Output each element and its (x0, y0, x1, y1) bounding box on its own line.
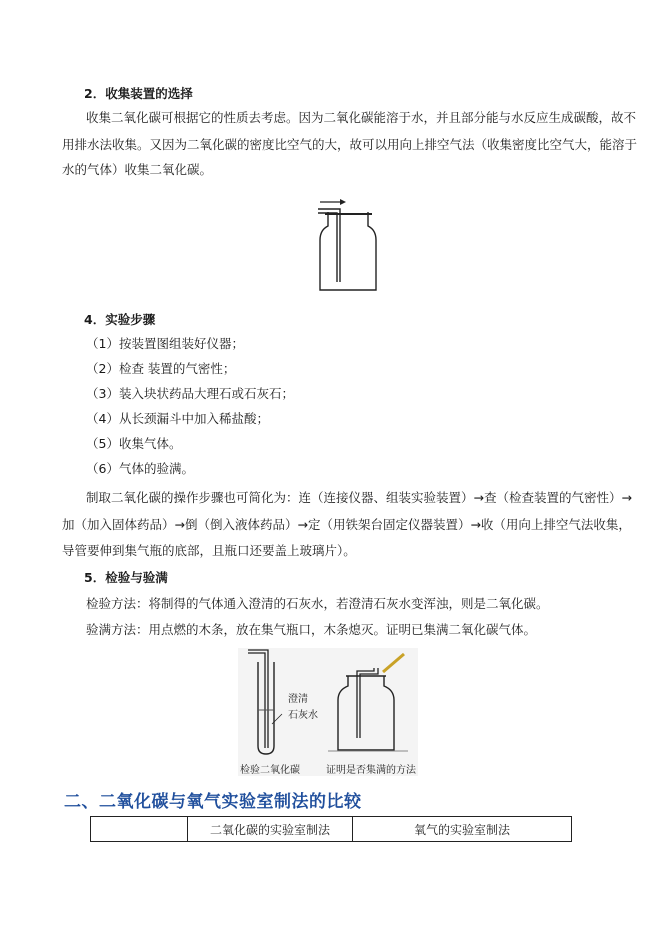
test-method: 检验方法：将制得的气体通入澄清的石灰水，若澄清石灰水变浑浊，则是二氧化碳。 (86, 596, 549, 611)
paragraph-line: 收集二氧化碳可根据它的性质去考虑。因为二氧化碳能溶于水，并且部分能与水反应生成碳酸，故不 (86, 110, 637, 125)
right-delivery-tube (360, 668, 378, 738)
step-item: （2）检查 装置的气密性； (86, 361, 236, 376)
comparison-table (90, 816, 572, 842)
table-header-cell: 氧气的实验室制法 (353, 817, 572, 842)
full-method: 验满方法：用点燃的木条，放在集气瓶口，木条熄灭。证明已集满二氧化碳气体。 (86, 622, 537, 637)
test-tube (258, 662, 274, 754)
figure-caption-test: 检验二氧化碳 (240, 765, 300, 776)
section-heading-collection: 2．收集装置的选择 (84, 86, 193, 101)
table-header-cell (91, 817, 188, 842)
step-item: （1）按装置图组装好仪器； (86, 336, 244, 351)
gas-collection-bottle-figure (310, 194, 390, 294)
figure-caption-full: 证明是否集满的方法 (326, 765, 416, 776)
table-header-row (91, 817, 572, 842)
co2-test-figure (238, 648, 418, 760)
gas-bottle (320, 212, 376, 290)
step-item: （5）收集气体。 (86, 436, 182, 451)
step-item: （3）装入块状药品大理石或石灰石； (86, 386, 294, 401)
flow-arrow-head (340, 199, 346, 205)
table-header-cell: 二氧化碳的实验室制法 (188, 817, 353, 842)
figure-label-limewater: 石灰水 (288, 710, 318, 721)
right-gas-bottle (338, 676, 394, 750)
paragraph-line: 水的气体）收集二氧化碳。 (62, 162, 213, 177)
summary-line: 加（加入固体药品）→倒（倒入液体药品）→定（用铁架台固定仪器装置）→收（用向上排空气法收集， (62, 517, 631, 532)
summary-line: 导管要伸到集气瓶的底部，且瓶口还要盖上玻璃片）。 (62, 543, 356, 558)
section-heading-test: 5．检验与验满 (84, 570, 168, 585)
figure-label-limewater: 澄清 (288, 694, 308, 705)
wood-splint (383, 654, 404, 672)
part-heading-comparison: 二、二氧化碳与氧气实验室制法的比较 (64, 792, 362, 812)
summary-line: 制取二氧化碳的操作步骤也可简化为：连（连接仪器、组装实验装置）→查（检查装置的气密性）→ (86, 490, 632, 505)
step-item: （6）气体的验满。 (86, 461, 194, 476)
section-heading-steps: 4．实验步骤 (84, 312, 156, 327)
step-item: （4）从长颈漏斗中加入稀盐酸； (86, 411, 269, 426)
paragraph-line: 用排水法收集。又因为二氧化碳的密度比空气的大，故可以用向上排空气法（收集密度比空气大，能溶于 (62, 137, 638, 152)
